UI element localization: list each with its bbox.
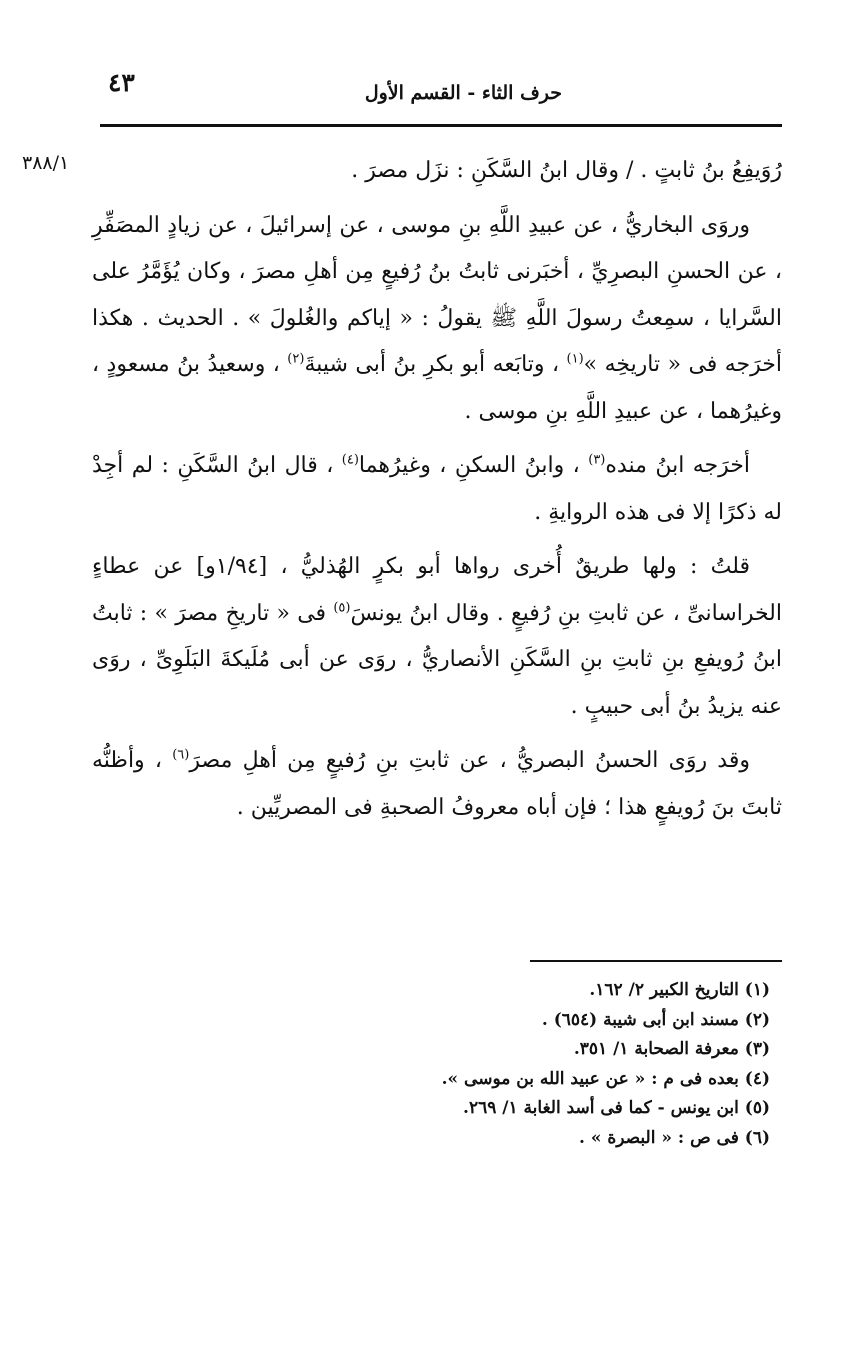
- footnote-1: (١) التاريخ الكبير ٢/ ١٦٢.: [589, 980, 770, 1000]
- paragraph-3: [92, 443, 782, 536]
- footnote-rule: [530, 960, 782, 962]
- footnote-ref-2[interactable]: (٢): [287, 351, 305, 367]
- footnote-4: (٤) بعده فى م : « عن عبيد الله بن موسى ».: [441, 1068, 770, 1089]
- paragraph-5: [92, 738, 782, 831]
- text-segment: فى « تاريخِ مصرَ » : ثابتُ ابنُ رُويفعِ بنِ ثابتِ بنِ السَّكَنِ الأنصاريُّ ، روَى عن أبى مُلَيكةَ البَلَوِىِّ ، روَى عنه يزيدُ بنُ أبى حبيبٍ .: [92, 600, 782, 719]
- text-segment: ، وسعيدُ بنُ مسعودٍ ، وغيرُهما ، عن عبيدِ اللَّهِ بنِ موسى .: [92, 352, 782, 424]
- footnote-ref-6[interactable]: (٦): [172, 747, 190, 763]
- text-segment: قلتُ : ولها طريقٌ أُخرى رواها أبو بكرٍ الهُذليُّ ، [١/٩٤و] عن عطاءٍ الخراسانىِّ ، عن ثابتِ بنِ رُفيعٍ . وقال ابنُ يونسَ: [92, 554, 783, 626]
- footnotes: [300, 976, 770, 1153]
- text-segment: وقد روَى الحسنُ البصريُّ ، عن ثابتِ بنِ رُفيعٍ مِن أهلِ مصرَ: [189, 748, 750, 773]
- margin-reference: ٣٨٨/١: [22, 152, 70, 174]
- text-segment: ، وابنُ السكنِ ، وغيرُهما: [358, 453, 589, 478]
- header-rule: [100, 124, 782, 127]
- text-segment: ، وتابَعه أبو بكرِ بنُ أبى شيبةَ: [304, 352, 567, 377]
- footnote-ref-3[interactable]: (٣): [588, 452, 606, 468]
- paragraph-1: رُوَيفِعُ بنُ ثابتٍ . / وقال ابنُ السَّكَنِ : نزَل مصرَ .: [351, 158, 782, 183]
- text-segment: أخرَجه ابنُ منده: [605, 453, 750, 478]
- footnote-6: (٦) فى ص : « البصرة » .: [578, 1127, 770, 1148]
- running-head: حرف الثاء - القسم الأول: [364, 82, 562, 104]
- footnote-ref-1[interactable]: (١): [566, 351, 584, 367]
- footnote-ref-5[interactable]: (٥): [333, 600, 351, 616]
- paragraph-2: [92, 203, 782, 436]
- text-segment: ، قال ابنُ السَّكَنِ : لم أجِدْ له ذكرًا إلا فى هذه الروايةِ .: [92, 453, 782, 525]
- footnote-ref-4[interactable]: (٤): [341, 452, 359, 468]
- footnote-3: (٣) معرفة الصحابة ١/ ٣٥١.: [573, 1039, 770, 1059]
- text-segment: ، وأظنُّه ثابتَ بنَ رُويفعٍ هذا ؛ فإن أباه معروفُ الصحبةِ فى المصريِّين .: [92, 748, 782, 820]
- page-header: [98, 62, 782, 122]
- main-text: [92, 148, 782, 839]
- paragraph-4: [92, 544, 782, 730]
- footnote-2: (٢) مسند ابن أبى شيبة (٦٥٤) .: [541, 1009, 770, 1030]
- page-number: ٤٣: [108, 68, 135, 97]
- text-segment: وروَى البخاريُّ ، عن عبيدِ اللَّهِ بنِ موسى ، عن إسرائيلَ ، عن زيادٍ المصَفِّرِ ، عن الحسنِ البصرِيِّ ، أخبَرنى ثابتُ بنُ رُفيعٍ مِن أهلِ مصرَ ، وكان يُؤَمَّرُ على السَّرايا ، سمِعتُ رسولَ اللَّهِ ﷺ يقولُ : « إياكم والغُلولَ » . الحديث . هكذا أخرَجه فى « تاريخِه »: [92, 212, 782, 377]
- footnote-5: (٥) ابن يونس - كما فى أسد الغابة ١/ ٢٦٩.: [463, 1098, 770, 1118]
